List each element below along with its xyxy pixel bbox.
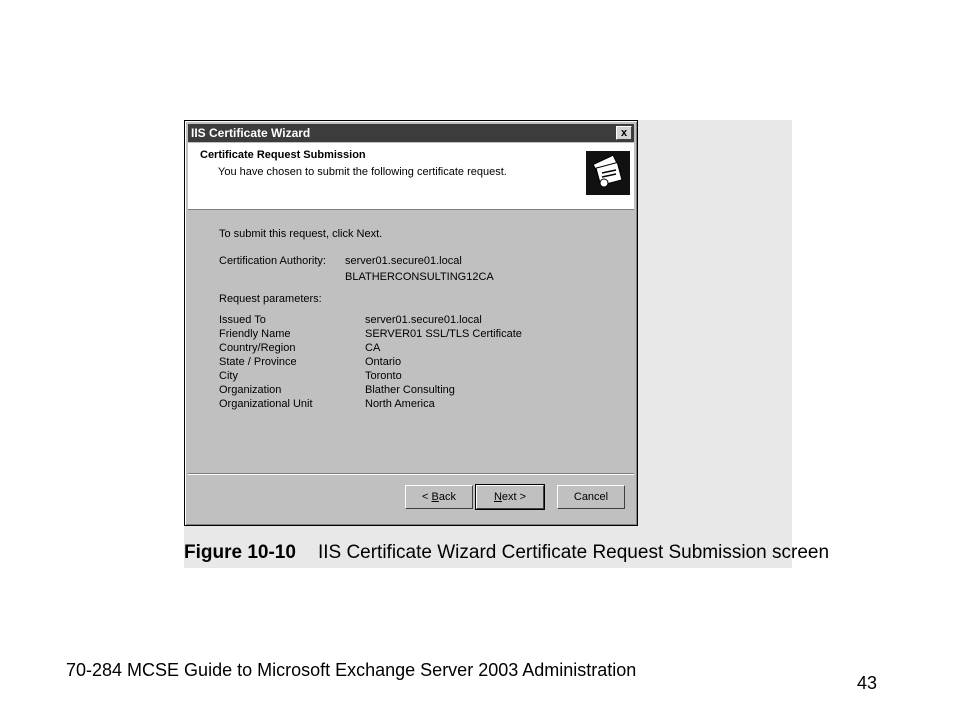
slide-footer-title: 70-284 MCSE Guide to Microsoft Exchange Server 2003 Administration (66, 660, 637, 680)
ca-label: Certification Authority: (219, 255, 326, 267)
back-mnemonic: B (431, 491, 439, 503)
back-prefix: < (422, 491, 432, 503)
param-label: State / Province (219, 356, 297, 368)
footer-separator (188, 473, 634, 475)
header-title: Certificate Request Submission (200, 149, 366, 161)
param-value: Blather Consulting (365, 384, 455, 396)
param-value: server01.secure01.local (365, 314, 482, 326)
page-number: 43 (857, 673, 878, 693)
param-label: Friendly Name (219, 328, 291, 340)
param-label: Country/Region (219, 342, 296, 354)
figure-caption (184, 542, 830, 564)
next-button[interactable] (476, 485, 544, 509)
dialog-title: IIS Certificate Wizard (191, 126, 311, 140)
ca-value-name: BLATHERCONSULTING12CA (345, 271, 494, 283)
param-label: City (219, 370, 238, 382)
param-value: Toronto (365, 370, 402, 382)
header-subtitle: You have chosen to submit the following certificate request. (218, 166, 507, 178)
figure-screenshot (184, 120, 830, 568)
instruction-text: To submit this request, click Next. (219, 228, 383, 240)
param-value: North America (365, 398, 435, 410)
cancel-button[interactable]: Cancel (557, 485, 625, 509)
wizard-header (188, 143, 634, 210)
iis-certificate-wizard-dialog (184, 120, 638, 526)
back-label-rest: ack (438, 491, 456, 503)
next-mnemonic: N (493, 491, 502, 503)
figure-number: Figure 10-10 (184, 542, 296, 563)
param-label: Organization (219, 384, 282, 396)
param-label: Issued To (219, 314, 266, 326)
close-icon[interactable]: x (616, 126, 632, 140)
next-label-rest: ext > (501, 491, 527, 503)
param-value: CA (365, 342, 381, 354)
back-button[interactable] (405, 485, 473, 509)
param-label: Organizational Unit (219, 398, 313, 410)
param-value: Ontario (365, 356, 402, 368)
certificate-icon (586, 151, 630, 195)
param-value: SERVER01 SSL/TLS Certificate (365, 328, 522, 340)
caption-text: IIS Certificate Wizard Certificate Request Submission screen (317, 542, 830, 563)
params-heading: Request parameters: (219, 293, 322, 305)
ca-value-server: server01.secure01.local (345, 255, 462, 267)
dialog-titlebar (188, 124, 634, 142)
